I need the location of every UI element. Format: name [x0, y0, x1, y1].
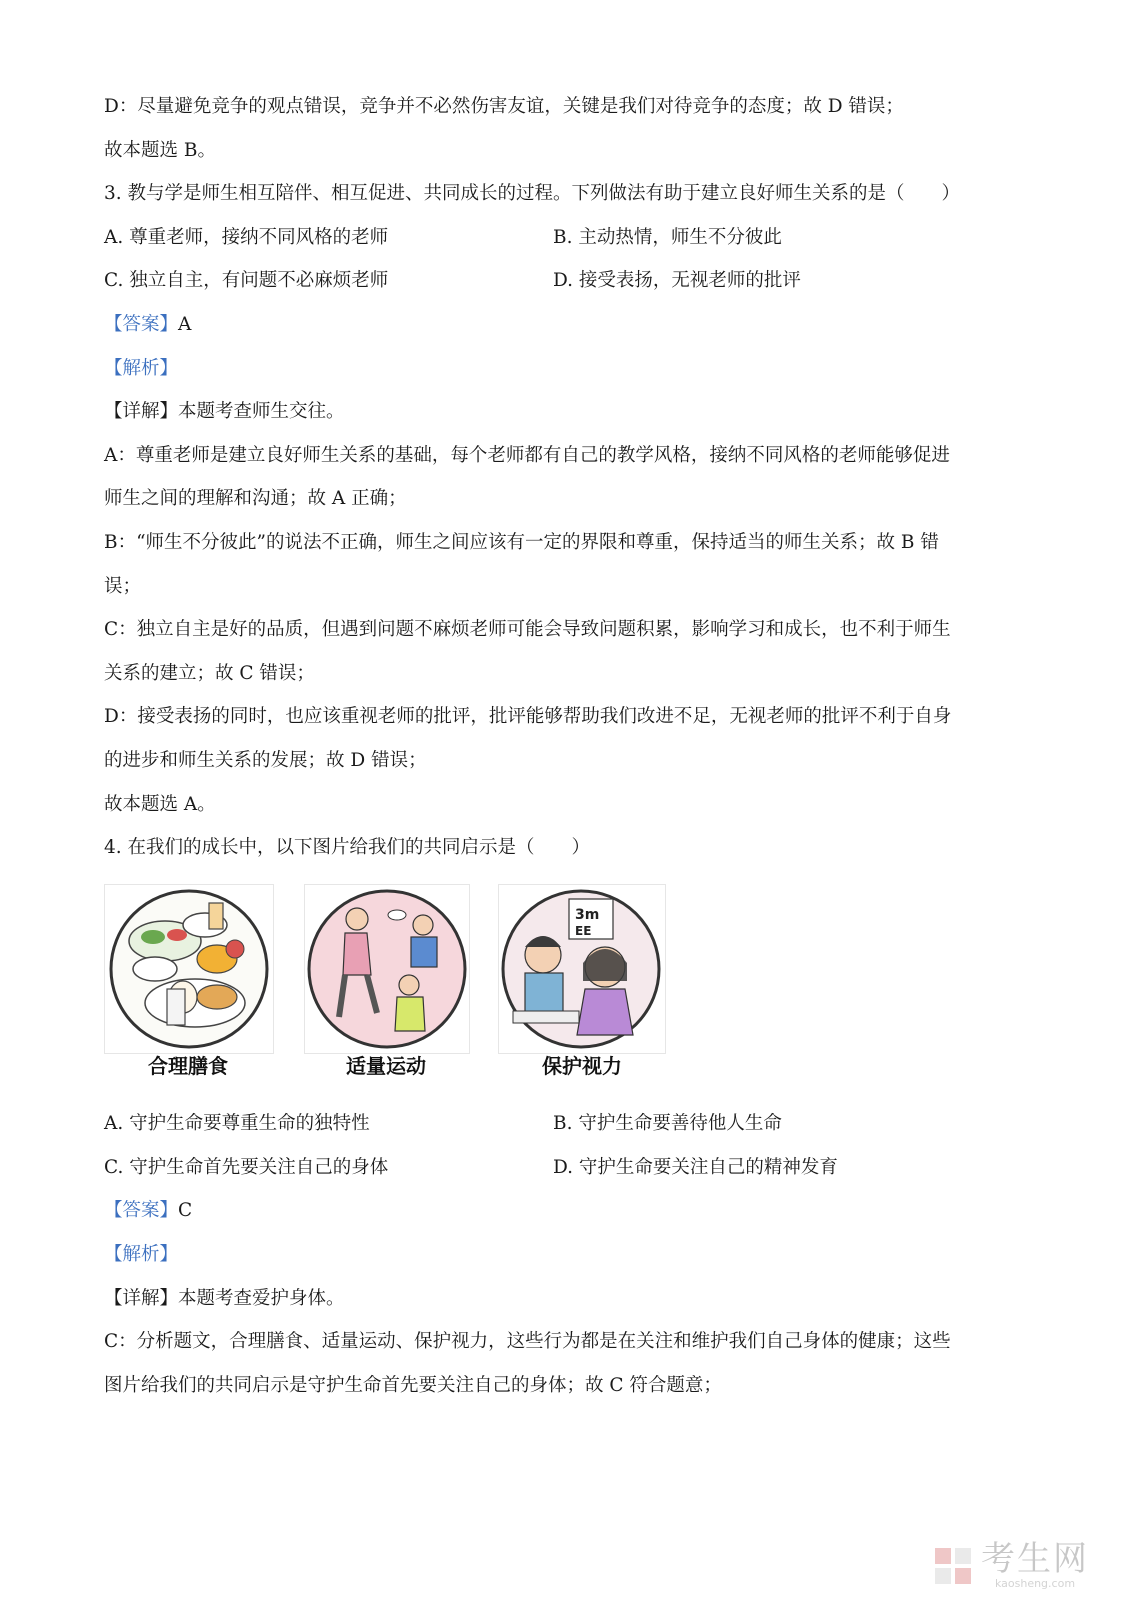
watermark-domain: kaosheng.com	[994, 1577, 1076, 1590]
answer-value: A	[178, 314, 192, 335]
q4-option-b: B. 守护生命要善待他人生命	[553, 1113, 782, 1134]
caption-exercise: 适量运动	[346, 1054, 426, 1078]
q3-answer	[104, 312, 191, 338]
q4-detail: 【详解】本题考查爱护身体。	[104, 1288, 345, 1309]
q3-option-c: C. 独立自主，有问题不必麻烦老师	[104, 270, 389, 291]
q3-analysis-tag: 【解析】	[104, 358, 179, 379]
q3-line: 的进步和师生关系的发展；故 D 错误；	[104, 750, 427, 771]
q4-line: C：分析题文，合理膳食、适量运动、保护视力，这些行为都是在关注和维护我们自己身体的健康；这些	[104, 1331, 951, 1352]
q3-line: 师生之间的理解和沟通；故 A 正确；	[104, 488, 407, 509]
caption-eyesight: 保护视力	[542, 1054, 622, 1078]
q3-line: 故本题选 A。	[104, 794, 216, 815]
svg-text:3m: 3m	[575, 907, 600, 923]
q3-line: B：“师生不分彼此”的说法不正确，师生之间应该有一定的界限和尊重，保持适当的师生关系；故 B 错	[104, 532, 939, 553]
watermark-logo-icon	[933, 1546, 973, 1586]
q4-option-a: A. 守护生命要尊重生命的独特性	[104, 1113, 370, 1134]
prev-d-explanation: D：尽量避免竞争的观点错误，竞争并不必然伤害友谊，关键是我们对待竞争的态度；故 D 错误；	[104, 96, 904, 117]
answer-tag: 【答案】	[104, 314, 179, 335]
q3-line: A：尊重老师是建立良好师生关系的基础，每个老师都有自己的教学风格，接纳不同风格的老师能够促进	[104, 445, 950, 466]
q4-option-d: D. 守护生命要关注自己的精神发育	[553, 1157, 838, 1178]
q4-stem: 4. 在我们的成长中，以下图片给我们的共同启示是（ ）	[104, 837, 591, 858]
svg-text:EE: EE	[575, 924, 592, 938]
answer-value: C	[178, 1200, 193, 1221]
q3-option-b: B. 主动热情，师生不分彼此	[553, 227, 782, 248]
q4-option-c: C. 守护生命首先要关注自己的身体	[104, 1157, 389, 1178]
watermark	[933, 1541, 1089, 1590]
answer-tag: 【答案】	[104, 1200, 179, 1221]
q4-answer	[104, 1198, 192, 1224]
exercise-illustration	[304, 884, 470, 1054]
q3-option-d: D. 接受表扬，无视老师的批评	[553, 270, 801, 291]
prev-conclusion: 故本题选 B。	[104, 140, 216, 161]
q3-stem: 3. 教与学是师生相互陪伴、相互促进、共同成长的过程。下列做法有助于建立良好师生关系的是（ ）	[104, 183, 961, 204]
q4-line: 图片给我们的共同启示是守护生命首先要关注自己的身体；故 C 符合题意；	[104, 1375, 722, 1396]
q3-line: D：接受表扬的同时，也应该重视老师的批评，批评能够帮助我们改进不足，无视老师的批评不利于自身	[104, 706, 952, 727]
q3-line: 误；	[104, 576, 142, 597]
watermark-text: 考生网	[981, 1539, 1089, 1579]
q3-detail: 【详解】本题考查师生交往。	[104, 401, 345, 422]
q3-option-a: A. 尊重老师，接纳不同风格的老师	[104, 227, 389, 248]
diet-illustration	[104, 884, 274, 1054]
q4-analysis-tag: 【解析】	[104, 1244, 179, 1265]
caption-diet: 合理膳食	[148, 1054, 228, 1078]
eyesight-illustration	[498, 884, 666, 1054]
q3-line: C：独立自主是好的品质，但遇到问题不麻烦老师可能会导致问题积累，影响学习和成长，也不利于师生	[104, 619, 951, 640]
q3-line: 关系的建立；故 C 错误；	[104, 663, 315, 684]
